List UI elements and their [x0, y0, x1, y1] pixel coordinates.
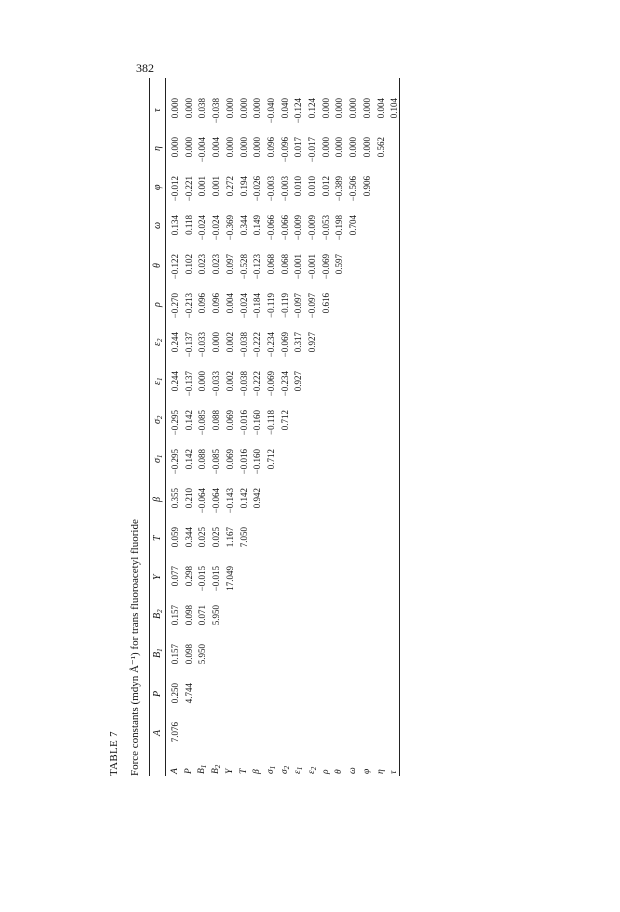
table-cell: 0.355 — [170, 488, 180, 509]
table-cell: 0.000 — [170, 98, 180, 119]
table-cell: −0.038 — [211, 98, 222, 124]
table-cell: −0.137 — [183, 371, 194, 397]
table-cell: −0.184 — [252, 293, 263, 319]
table-cell: 0.344 — [238, 215, 249, 236]
column-header — [152, 609, 164, 619]
subscript: 1 — [200, 764, 209, 769]
table-cell: −0.033 — [197, 332, 208, 358]
symbol: σ — [152, 458, 163, 463]
table-cell: −0.017 — [307, 137, 317, 163]
table-cell: 0.000 — [238, 98, 249, 119]
subscript: 2 — [156, 415, 164, 420]
table-cell: 1.167 — [224, 527, 235, 548]
symbol: σ — [279, 769, 290, 774]
table-cell: 0.000 — [211, 332, 222, 353]
table-cell: −0.009 — [307, 215, 317, 241]
column-header — [152, 535, 163, 541]
symbol: σ — [265, 769, 276, 774]
column-header — [152, 108, 163, 112]
table-cell: −0.118 — [265, 410, 276, 435]
table-cell: 0.142 — [183, 449, 194, 470]
table-cell: −0.096 — [279, 137, 290, 163]
table-cell: 0.077 — [170, 566, 180, 587]
table-cell: −0.119 — [279, 293, 290, 318]
table-cell: 0.157 — [170, 605, 180, 626]
table-row — [321, 78, 331, 776]
table-cell: 0.194 — [238, 176, 249, 197]
row-label — [362, 769, 372, 774]
table-cell: 0.712 — [279, 410, 290, 431]
table-cell: −0.038 — [238, 371, 249, 397]
symbol: τ — [152, 108, 163, 112]
table-cell: −0.012 — [170, 176, 180, 202]
table-cell: 0.068 — [279, 254, 290, 275]
table-cell: 0.927 — [307, 332, 317, 353]
top-rule — [149, 78, 150, 776]
symbol: τ — [389, 770, 400, 774]
symbol: P — [183, 768, 194, 774]
table-cell: 0.104 — [389, 98, 400, 119]
symbol: σ — [152, 419, 163, 424]
symbol: φ — [361, 768, 372, 774]
table-cell: −0.024 — [238, 293, 249, 319]
table-row — [307, 78, 317, 776]
table-row — [376, 78, 386, 776]
table-cell: 4.744 — [183, 683, 194, 704]
table-cell: −0.160 — [252, 410, 263, 436]
table-cell: 0.038 — [197, 98, 208, 119]
table-cell: 0.118 — [183, 215, 194, 235]
column-header — [152, 302, 163, 307]
symbol: A — [170, 768, 180, 774]
table-row — [280, 78, 290, 776]
table-cell: −0.004 — [197, 137, 208, 163]
table-cell: 0.096 — [197, 293, 208, 314]
table-cell: 0.012 — [320, 176, 331, 197]
table-cell: 0.025 — [211, 527, 222, 548]
table-cell: 0.000 — [238, 137, 249, 158]
table-cell: 0.124 — [307, 98, 317, 119]
table-cell: 0.040 — [279, 98, 290, 119]
symbol: B — [211, 768, 222, 774]
table-cell: 5.950 — [211, 605, 222, 626]
subscript: 2 — [310, 766, 318, 771]
subscript: 1 — [156, 454, 164, 459]
table-title: TABLE 7 — [108, 731, 120, 776]
table-cell: 0.010 — [307, 176, 317, 197]
table-cell: 0.098 — [183, 644, 194, 665]
table-cell: 0.097 — [224, 254, 235, 275]
table-row — [389, 78, 399, 776]
symbol: β — [152, 497, 163, 502]
table-cell: −0.122 — [170, 254, 180, 280]
subscript: 1 — [156, 648, 164, 652]
table-cell: 7.050 — [238, 527, 249, 548]
row-label — [334, 769, 344, 774]
table-cell: −0.369 — [224, 215, 235, 241]
subscript: 2 — [214, 764, 223, 769]
table-cell: −0.003 — [279, 176, 290, 202]
row-label — [197, 765, 209, 774]
table-cell: 0.000 — [252, 98, 263, 119]
table-cell: −0.069 — [265, 371, 276, 397]
column-header — [152, 339, 164, 346]
symbol: A — [152, 729, 163, 736]
table-cell: −0.026 — [252, 176, 263, 202]
symbol: ρ — [320, 769, 331, 774]
table-cell: 0.059 — [170, 527, 180, 548]
table-cell: 0.927 — [293, 371, 304, 392]
table-cell: 0.000 — [348, 98, 359, 119]
table-cell: −0.137 — [183, 332, 194, 358]
table-cell: −0.222 — [252, 371, 263, 397]
column-header — [152, 184, 163, 190]
table-cell: 0.000 — [361, 137, 372, 158]
table-row — [225, 78, 235, 776]
table-cell: 17.049 — [224, 566, 235, 591]
rotated-table-block — [102, 78, 402, 776]
column-header — [152, 574, 163, 580]
table-cell: 0.244 — [170, 332, 180, 353]
symbol: T — [238, 768, 249, 774]
column-header — [152, 416, 164, 424]
table-cell: 0.906 — [361, 176, 372, 197]
table-cell: −0.024 — [197, 215, 208, 241]
row-label — [348, 767, 358, 774]
symbol: θ — [152, 263, 163, 268]
table-cell: 0.001 — [211, 176, 222, 197]
table-row — [252, 78, 262, 776]
column-header — [152, 648, 164, 658]
row-label — [211, 765, 223, 774]
table-cell: 7.076 — [170, 722, 180, 743]
symbol: T — [152, 535, 163, 541]
column-header — [152, 455, 164, 463]
table-cell: 0.942 — [252, 488, 263, 509]
symbol: ρ — [152, 302, 163, 307]
table-row — [211, 78, 221, 776]
subscript: 2 — [156, 609, 164, 613]
table-cell: −0.097 — [293, 293, 304, 319]
bottom-rule — [399, 78, 400, 776]
table-cell: 0.000 — [334, 137, 345, 158]
table-cell: 0.004 — [224, 293, 235, 314]
table-cell: 0.210 — [183, 488, 194, 509]
column-header — [152, 497, 163, 502]
table-cell: −0.024 — [211, 215, 222, 241]
symbol: ε — [152, 342, 163, 346]
table-cell: −0.069 — [320, 254, 331, 280]
table-cell: 0.002 — [224, 332, 235, 353]
table-cell: 0.001 — [197, 176, 208, 197]
table-cell: 0.298 — [183, 566, 194, 587]
table-cell: 0.069 — [224, 449, 235, 470]
table-cell: −0.270 — [170, 293, 180, 319]
table-row — [334, 78, 344, 776]
row-label — [184, 768, 194, 774]
symbol: ω — [152, 221, 163, 229]
table-cell: 0.071 — [197, 605, 208, 626]
table-cell: −0.016 — [238, 449, 249, 475]
table-cell: 0.002 — [224, 371, 235, 392]
header-rule — [165, 78, 166, 776]
table-cell: −0.066 — [265, 215, 276, 241]
table-cell: 0.025 — [197, 527, 208, 548]
column-header — [152, 263, 163, 268]
table-cell: 0.004 — [375, 98, 386, 119]
table-cell: 0.244 — [170, 371, 180, 392]
table-cell: 0.017 — [293, 137, 304, 158]
table-cell: −0.528 — [238, 254, 249, 280]
table-cell: 0.000 — [170, 137, 180, 158]
symbol: φ — [152, 184, 163, 190]
symbol: η — [152, 146, 163, 151]
table-cell: 0.000 — [334, 98, 345, 119]
row-label — [280, 766, 292, 774]
column-header — [152, 730, 163, 736]
symbol: β — [252, 769, 263, 774]
table-row — [348, 78, 358, 776]
table-cell: 0.023 — [211, 254, 222, 275]
row-label — [376, 769, 386, 774]
table-cell: 0.000 — [320, 98, 331, 119]
row-label — [389, 771, 399, 774]
subscript: 2 — [156, 338, 164, 343]
symbol: ε — [152, 381, 163, 385]
table-row — [239, 78, 249, 776]
table-cell: 0.068 — [265, 254, 276, 275]
table-row — [170, 78, 180, 776]
table-cell: −0.295 — [170, 449, 180, 475]
table-cell: 0.088 — [197, 449, 208, 470]
table-cell: 0.102 — [183, 254, 194, 275]
table-cell: −0.053 — [320, 215, 331, 241]
table-cell: −0.001 — [293, 254, 304, 280]
table-row — [362, 78, 372, 776]
table-cell: −0.506 — [348, 176, 359, 202]
table-cell: −0.015 — [197, 566, 208, 592]
table-row — [266, 78, 276, 776]
table-row — [293, 78, 303, 776]
table-cell: 0.562 — [375, 137, 386, 158]
table-cell: 0.000 — [183, 98, 194, 119]
row-label — [170, 768, 180, 774]
row-label — [266, 766, 278, 774]
symbol: ω — [348, 767, 359, 774]
table-cell: −0.222 — [252, 332, 263, 358]
table-caption: Force constants (mdyn Å⁻¹) for trans fluoroacetyl fluoride — [129, 519, 141, 776]
table-cell: −0.123 — [252, 254, 263, 280]
table-cell: 5.950 — [197, 644, 208, 665]
table-cell: 0.000 — [183, 137, 194, 158]
table-cell: −0.001 — [307, 254, 317, 280]
row-label — [239, 769, 249, 774]
table-cell: 0.142 — [238, 488, 249, 509]
symbol: Y — [152, 574, 163, 580]
table-cell: −0.064 — [197, 488, 208, 514]
table-cell: 0.023 — [197, 254, 208, 275]
table-cell: 0.096 — [265, 137, 276, 158]
row-label — [321, 769, 331, 774]
table-cell: 0.344 — [183, 527, 194, 548]
table-cell: 0.069 — [224, 410, 235, 431]
table-cell: −0.003 — [265, 176, 276, 202]
table-cell: −0.389 — [334, 176, 345, 202]
column-header — [152, 378, 164, 385]
row-label — [225, 769, 235, 774]
symbol: Y — [224, 768, 235, 774]
table-cell: −0.016 — [238, 410, 249, 436]
table-cell: −0.038 — [238, 332, 249, 358]
table-cell: 0.142 — [183, 410, 194, 431]
table-cell: −0.066 — [279, 215, 290, 241]
subscript: 1 — [268, 765, 277, 770]
table-cell: 0.088 — [211, 410, 222, 431]
symbol: ε — [307, 770, 317, 774]
table-cell: 0.000 — [361, 98, 372, 119]
table-cell: 0.010 — [293, 176, 304, 197]
symbol: B — [152, 612, 163, 619]
table-cell: 0.597 — [334, 254, 345, 275]
table-row — [184, 78, 194, 776]
row-label — [307, 767, 319, 774]
table-row — [197, 78, 207, 776]
symbol: B — [152, 651, 163, 658]
table-cell: 0.000 — [320, 137, 331, 158]
table-cell: 0.004 — [211, 137, 222, 158]
page-number: 382 — [136, 61, 154, 75]
column-header — [152, 146, 163, 151]
symbol: θ — [334, 769, 345, 774]
table-cell: 0.134 — [170, 215, 180, 236]
table-cell: −0.040 — [265, 98, 276, 124]
table-cell: 0.098 — [183, 605, 194, 626]
table-cell: 0.272 — [224, 176, 235, 197]
table-cell: −0.198 — [334, 215, 345, 241]
table-cell: 0.704 — [348, 215, 359, 236]
table-cell: 0.317 — [293, 332, 304, 353]
symbol: B — [197, 768, 208, 774]
table-cell: 0.149 — [252, 215, 263, 236]
table-cell: −0.143 — [224, 488, 235, 514]
table-cell: −0.064 — [211, 488, 222, 514]
symbol: ε — [293, 770, 304, 774]
table-cell: −0.015 — [211, 566, 222, 592]
subscript: 2 — [282, 765, 291, 770]
table-cell: −0.033 — [211, 371, 222, 397]
table-cell: −0.119 — [265, 293, 276, 318]
table-cell: 0.000 — [197, 371, 208, 392]
table-cell: −0.009 — [293, 215, 304, 241]
table-cell: 0.250 — [170, 683, 180, 704]
table-cell: 0.000 — [252, 137, 263, 158]
table-cell: −0.085 — [211, 449, 222, 475]
symbol: η — [375, 769, 386, 774]
table-cell: −0.085 — [197, 410, 208, 436]
table-cell: −0.221 — [183, 176, 194, 202]
table-cell: −0.213 — [183, 293, 194, 319]
column-header — [152, 691, 163, 697]
table-cell: −0.160 — [252, 449, 263, 475]
table-cell: 0.000 — [224, 137, 235, 158]
table-cell: −0.234 — [265, 332, 276, 358]
table-cell: 0.000 — [348, 137, 359, 158]
table-cell: 0.616 — [320, 293, 331, 314]
subscript: 1 — [296, 766, 305, 771]
subscript: 1 — [156, 377, 164, 382]
row-label — [293, 767, 305, 774]
table-cell: −0.124 — [293, 98, 304, 124]
symbol: P — [152, 690, 163, 697]
column-header — [152, 222, 163, 229]
table-cell: 0.000 — [224, 98, 235, 119]
table-cell: −0.069 — [279, 332, 290, 358]
table-cell: 0.712 — [265, 449, 276, 470]
row-label — [252, 769, 262, 774]
table-cell: 0.157 — [170, 644, 180, 665]
table-cell: −0.097 — [307, 293, 317, 319]
table-cell: −0.295 — [170, 410, 180, 436]
table-cell: 0.096 — [211, 293, 222, 314]
table-cell: −0.234 — [279, 371, 290, 397]
